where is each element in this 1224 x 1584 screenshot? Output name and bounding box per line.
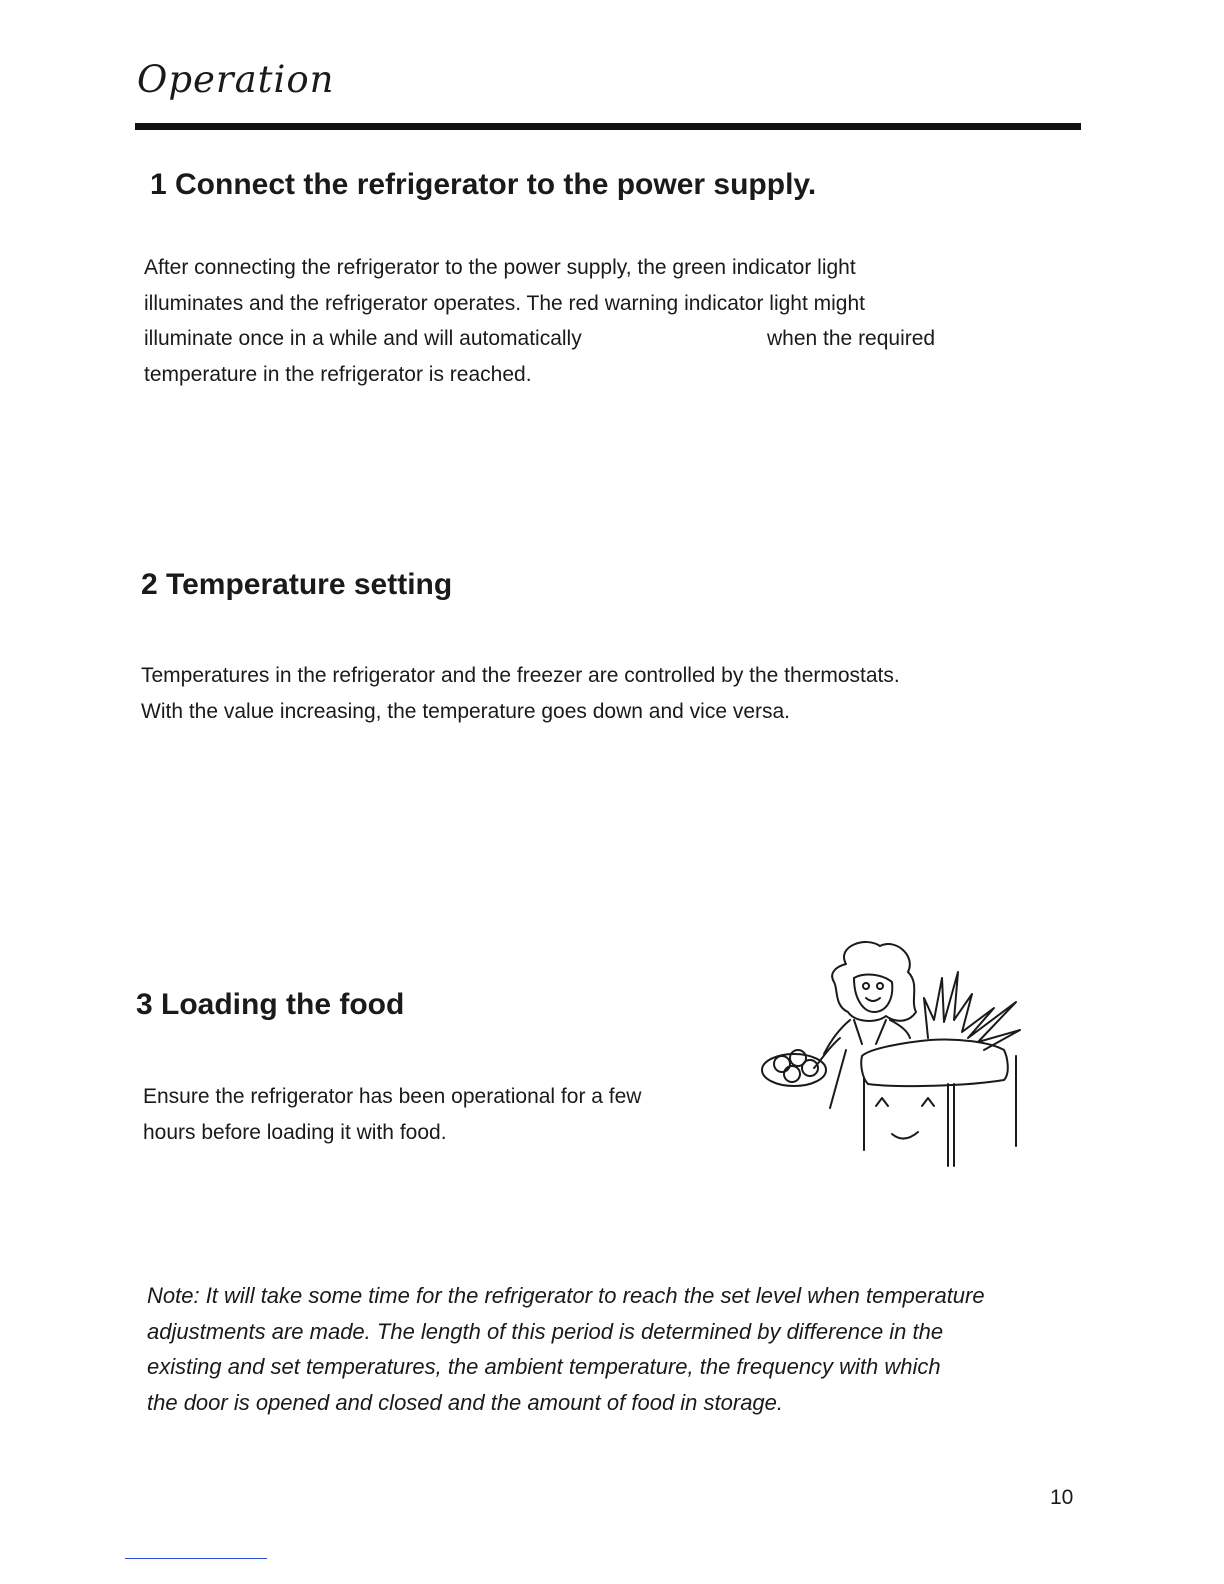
header-divider xyxy=(135,123,1081,130)
section-3-line-2: hours before loading it with food. xyxy=(143,1120,447,1144)
smile xyxy=(866,998,880,1001)
section-2-line-2: With the value increasing, the temperature goes down and vice versa. xyxy=(141,699,791,723)
section-3-line-1: Ensure the refrigerator has been operational for a few xyxy=(143,1085,642,1108)
page-number: 10 xyxy=(1050,1486,1074,1509)
section-1-line-3 xyxy=(144,321,936,357)
note-line-3: existing and set temperatures, the ambient temperature, the frequency with which xyxy=(147,1354,941,1379)
section-3-paragraph xyxy=(143,1079,641,1150)
refrigerator-body xyxy=(864,1056,1016,1166)
section-2-line-1: Temperatures in the refrigerator and the freezer are controlled by the thermostats. xyxy=(141,664,900,687)
section-2-heading: 2 Temperature setting xyxy=(141,568,453,601)
section-1-line-3-end: when the required xyxy=(767,327,936,350)
section-1-heading: 1 Connect the refrigerator to the power supply. xyxy=(150,168,817,201)
hair-outline xyxy=(832,942,916,1021)
note-paragraph xyxy=(147,1278,985,1420)
woman-loading-refrigerator-illustration xyxy=(758,938,1028,1170)
note-line-4: the door is opened and closed and the amount of food in storage. xyxy=(147,1389,784,1415)
fruit xyxy=(784,1066,800,1082)
fruit xyxy=(802,1060,818,1076)
section-1-paragraph xyxy=(144,250,936,392)
page-title: Operation xyxy=(137,58,335,101)
plant-leaves xyxy=(924,972,1020,1050)
section-1-line-4: temperature in the refrigerator is reached. xyxy=(144,362,532,386)
apron-outline xyxy=(854,1020,886,1044)
section-1-line-3-start: illuminate once in a while and will automatically xyxy=(144,327,582,350)
section-3-heading: 3 Loading the food xyxy=(136,988,405,1021)
refrigerator-face-mouth xyxy=(892,1132,918,1139)
torso-outline xyxy=(824,1020,910,1054)
footer-rule xyxy=(125,1558,267,1559)
section-1-line-2: illuminates and the refrigerator operates. The red warning indicator light might xyxy=(144,291,865,315)
arm xyxy=(814,1038,840,1068)
face-outline xyxy=(854,975,892,1012)
fruit xyxy=(774,1056,790,1072)
section-1-line-1: After connecting the refrigerator to the power supply, the green indicator light xyxy=(144,256,856,279)
section-2-paragraph xyxy=(141,658,900,729)
refrigerator-top xyxy=(861,1039,1008,1086)
lower-arm xyxy=(830,1050,846,1108)
right-eye xyxy=(877,983,883,989)
note-line-1: Note: It will take some time for the refrigerator to reach the set level when temperature xyxy=(147,1283,985,1308)
left-eye xyxy=(863,983,869,989)
note-line-2: adjustments are made. The length of this period is determined by difference in the xyxy=(147,1318,944,1344)
refrigerator-face-eyes xyxy=(876,1098,934,1106)
